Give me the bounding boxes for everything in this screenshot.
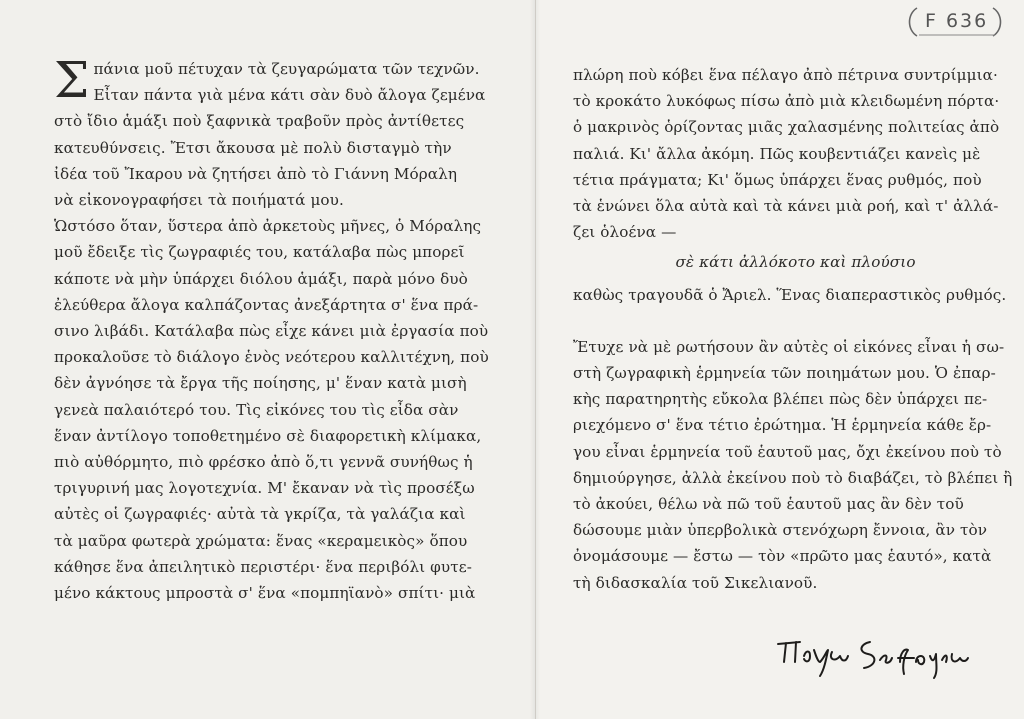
text-line: ἰδέα τοῦ Ἴκαρου νὰ ζητήσει ἀπὸ τὸ Γιάννη Μόραλη [54,164,458,183]
text-line: τὴ διδασκαλία τοῦ Σικελιανοῦ. [573,573,818,592]
signature-icon [770,632,1020,682]
text-line: προκαλοῦσε τὸ διάλογο ἑνὸς νεότερου καλλιτέχνη, ποὺ [54,348,489,367]
text-line: κάποτε νὰ μὴν ὑπάρχει διόλου ἁμάξι, παρὰ μόνο δυὸ [54,269,468,288]
page-fold [530,0,540,719]
drop-cap: Σ [54,51,90,109]
text-line: Ἔτυχε νὰ μὲ ρωτήσουν ἂν αὐτὲς οἱ εἰκόνες εἶναι ἡ σω- [573,337,1005,356]
text-line: ριεχόμενο σ' ἕνα τέτιο ἐρώτημα. Ἡ ἑρμηνεία κάθε ἔρ- [573,416,992,435]
text-line: ἐλεύθερα ἄλογα καλπάζοντας ἀνεξάρτητα σ' ἕνα πρά- [54,295,479,314]
text-line: σινο λιβάδι. Κατάλαβα πὼς εἶχε κάνει μιὰ ἐργασία ποὺ [54,322,489,341]
text-line: δώσουμε μιὰν ὑπερβολικὰ στενόχωρη ἔννοια, ἂν τὸν [573,521,988,540]
text-line: μοῦ ἔδειξε τὶς ζωγραφιές του, κατάλαβα πὼς μπορεῖ [54,243,465,262]
left-paragraph-2 [54,213,510,606]
text-line: κὴς παρατηρητὴς εὔκολα βλέπει πὼς δὲν ὑπάρχει πε- [573,390,988,409]
text-line: δημιούργησε, ἀλλὰ ἐκείνου ποὺ τὸ διαβάζει, τὸ βλέπει ἢ [573,468,1013,487]
text-line: τὰ ἑνώνει ὅλα αὐτὰ καὶ τὰ κάνει μιὰ ροή, καὶ τ' ἀλλά- [573,197,999,216]
text-line: στὸ ἴδιο ἁμάξι ποὺ ξαφνικὰ τραβοῦν πρὸς ἀντίθετες [54,112,465,131]
text-line: τὸ κροκάτο λυκόφως πίσω ἀπὸ μιὰ κλειδωμένη πόρτα· [573,92,1000,111]
text-line: κατευθύνσεις. Ἔτσι ἄκουσα μὲ πολὺ δισταγμὸ τὴν [54,138,452,157]
right-paragraph-2 [573,334,1018,596]
text-line: τέτια πράγματα; Κι' ὅμως ὑπάρχει ἕνας ρυθμός, ποὺ [573,170,982,189]
text-line: γενεὰ παλαιότερό του. Τὶς εἰκόνες του τὶς εἶδα σὰν [54,400,459,419]
text-line: τριγυρινή μας λογοτεχνία. Μ' ἔκαναν νὰ τὶς προσέξω [54,479,475,498]
text-line: πιὸ αὐθόρμητο, πιὸ φρέσκο ἀπὸ ὅ,τι γεννᾶ συνήθως ἡ [54,453,473,472]
text-line: μένο κάκτους μπροστὰ σ' ἕνα «πομπηϊανὸ» σπίτι· μιὰ [54,584,476,603]
text-line: ὁ μακρινὸς ὁρίζοντας μιᾶς χαλασμένης πολιτείας ἀπὸ [573,118,1000,137]
text-line: κάθησε ἕνα ἀπειλητικὸ περιστέρι· ἕνα περιβόλι φυτε- [54,557,472,576]
text-line: πάνια μοῦ πέτυχαν τὰ ζευγαρώματα τῶν τεχνῶν. [93,60,480,78]
paragraph-gap [573,308,1018,334]
quoted-verse: σὲ κάτι ἀλλόκοτο καὶ πλούσιο [675,253,916,272]
text-line: ζει ὁλοένα — [573,223,677,242]
text-line: δὲν ἀγνόησε τὰ ἔργα τῆς ποίησης, μ' ἕναν κατὰ μισὴ [54,374,467,393]
archive-mark-text: F 636 [925,10,989,32]
archive-mark [903,4,1011,40]
text-line: στὴ ζωγραφικὴ ἑρμηνεία τῶν ποιημάτων μου. Ὁ ἐπαρ- [573,364,996,383]
text-line: Ὡστόσο ὅταν, ὕστερα ἀπὸ ἀρκετοὺς μῆνες, ὁ Μόραλης [54,217,482,236]
text-line: καθὼς τραγουδᾶ ὁ Ἄριελ. Ἕνας διαπεραστικὸς ρυθμός. [573,285,1007,304]
text-line: αὐτὲς οἱ ζωγραφιές· αὐτὰ τὰ γκρίζα, τὰ γαλάζια καὶ [54,505,466,524]
text-line: ἕναν ἀντίλογο τοποθετημένο σὲ διαφορετικὴ κλίμακα, [54,426,482,445]
text-line: νὰ εἰκονογραφήσει τὰ ποιήματά μου. [54,191,344,210]
right-column [573,62,1018,596]
text-line: τὰ μαῦρα φωτερὰ χρώματα: ἕνας «κεραμεικὸς» ὅπου [54,531,468,550]
text-line: Εἶταν πάντα γιὰ μένα κάτι σὰν δυὸ ἄλογα ζεμένα [93,86,486,105]
text-line: γου εἶναι ἑρμηνεία τοῦ ἑαυτοῦ μας, ὄχι ἐκείνου ποὺ τὸ [573,442,1002,461]
text-line: ὀνομάσουμε — ἔστω — τὸν «πρῶτο μας ἑαυτό», κατὰ [573,547,992,566]
left-paragraph-1 [54,51,510,213]
left-column [54,51,510,606]
text-line: παλιά. Κι' ἄλλα ἀκόμη. Πῶς κουβεντιάζει κανεὶς μὲ [573,144,981,163]
right-paragraph-1 [573,62,1018,245]
handwritten-signature [770,632,1020,682]
text-line: τὸ ἀκούει, θέλω νὰ πῶ τοῦ ἑαυτοῦ μας ἂν δὲν τοῦ [573,495,964,514]
text-line: πλώρη ποὺ κόβει ἕνα πέλαγο ἀπὸ πέτρινα συντρίμμια· [573,66,998,84]
